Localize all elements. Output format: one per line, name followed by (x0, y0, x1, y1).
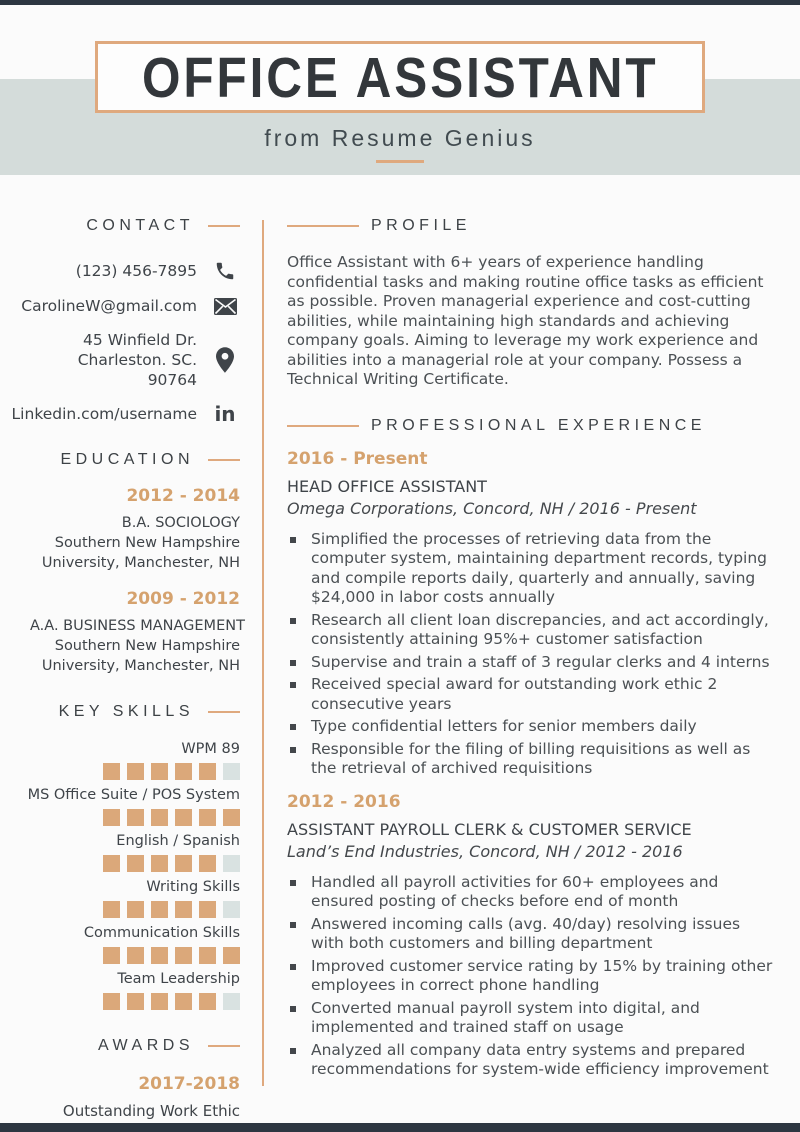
skill-label: Writing Skills (146, 879, 240, 895)
skill-item (8, 740, 240, 780)
heading-dash (287, 425, 359, 427)
award-dates: 2017-2018 (138, 1074, 240, 1094)
skill-label: MS Office Suite / POS System (27, 787, 240, 803)
education-entry (30, 486, 240, 573)
bullet-square-icon (290, 880, 296, 886)
linkedin-url: Linkedin.com/username (11, 405, 197, 423)
skill-item (8, 878, 240, 918)
education-entry (30, 589, 245, 676)
column-divider (262, 220, 264, 1086)
skill-level-bar (8, 993, 240, 1010)
education-list (30, 486, 245, 676)
profile-heading-row (287, 216, 773, 236)
address-line-1: 45 Winfield Dr. (83, 331, 197, 349)
awards-heading: AWARDS (97, 1037, 194, 1054)
sidebar (11, 216, 245, 1132)
skill-level-square-filled (223, 947, 240, 964)
bullet-text: Converted manual payroll system into digital, and implemented and trained staff on usage (311, 998, 700, 1036)
skill-level-bar (8, 855, 240, 872)
skill-level-square-filled (151, 855, 168, 872)
bullet-item (287, 873, 773, 912)
bullet-item (287, 717, 773, 737)
job-company: Land’s End Industries, Concord, NH / 2012 - 2016 (287, 841, 683, 861)
skill-item (8, 786, 240, 826)
contact-section (11, 216, 240, 426)
skill-label: Communication Skills (83, 925, 240, 941)
key-skills-list (8, 740, 240, 1010)
content-columns (0, 200, 800, 1123)
key-skills-heading: KEY SKILLS (58, 703, 194, 720)
heading-dash (208, 459, 240, 461)
bullet-item (287, 653, 773, 673)
skill-level-square-filled (199, 947, 216, 964)
bullet-square-icon (290, 1006, 296, 1012)
linkedin-icon: in (214, 402, 236, 426)
skill-level-square-filled (127, 993, 144, 1010)
skill-level-square-filled (199, 901, 216, 918)
job-bullets (287, 530, 773, 779)
profile-section (287, 216, 773, 390)
skill-level-square-empty (223, 855, 240, 872)
bullet-square-icon (290, 964, 296, 970)
education-degree: A.A. BUSINESS MANAGEMENT (30, 618, 245, 634)
skill-level-bar (8, 809, 240, 826)
skill-level-square-filled (175, 993, 192, 1010)
skill-item (8, 970, 240, 1010)
key-skills-section (27, 702, 240, 1010)
contact-linkedin-row (11, 402, 240, 426)
bullet-square-icon (290, 747, 296, 753)
bullet-text: Supervise and train a staff of 3 regular clerks and 4 interns (311, 652, 770, 671)
contact-email-row (21, 296, 240, 316)
bullet-square-icon (290, 618, 296, 624)
heading-dash (208, 225, 240, 227)
contact-list (11, 260, 240, 426)
email-icon (210, 298, 240, 315)
contact-heading-row (30, 216, 240, 236)
bullet-text: Handled all payroll activities for 60+ employees and ensured posting of checks before end of month (311, 872, 719, 910)
heading-dash (208, 711, 240, 713)
phone-icon (210, 260, 240, 282)
skill-level-square-empty (223, 901, 240, 918)
bullet-item (287, 999, 773, 1038)
email-address: CarolineW@gmail.com (21, 297, 197, 315)
skill-level-square-filled (103, 809, 120, 826)
job-dates: 2016 - Present (287, 448, 428, 469)
bullet-item (287, 530, 773, 608)
bullet-square-icon (290, 682, 296, 688)
job-dates: 2012 - 2016 (287, 791, 401, 812)
skill-level-square-filled (127, 855, 144, 872)
bullet-item (287, 957, 773, 996)
skill-level-square-filled (103, 993, 120, 1010)
education-school: Southern New Hampshire University, Manchester, NH (41, 638, 240, 674)
location-icon (210, 347, 240, 373)
experience-heading: PROFESSIONAL EXPERIENCE (371, 416, 706, 434)
skill-item (8, 832, 240, 872)
skill-item (8, 924, 240, 964)
bullet-text: Research all client loan discrepancies, and act accordingly, consistently attaining 95%+ customer satisfaction (311, 610, 769, 648)
skill-level-square-filled (127, 809, 144, 826)
bullet-square-icon (290, 1048, 296, 1054)
skill-label: English / Spanish (116, 833, 240, 849)
job-entry (287, 792, 773, 1080)
bullet-text: Type confidential letters for senior members daily (311, 717, 697, 735)
skill-level-square-filled (127, 901, 144, 918)
main-column (287, 216, 773, 1083)
bullet-text: Responsible for the filing of billing requisitions as well as the retrieval of archived requisitions (311, 739, 751, 777)
title-box (95, 41, 705, 113)
education-section (30, 450, 245, 676)
skill-level-square-filled (199, 993, 216, 1010)
education-dates: 2012 - 2014 (126, 486, 240, 506)
education-degree: B.A. SOCIOLOGY (121, 515, 240, 531)
contact-address-row (30, 330, 240, 390)
skill-level-square-filled (127, 763, 144, 780)
education-heading-row (30, 450, 240, 470)
street-address (30, 330, 197, 390)
bullet-text: Improved customer service rating by 15% by training other employees in correct phone handling (311, 956, 773, 994)
skill-level-square-filled (103, 763, 120, 780)
experience-section (287, 416, 773, 1080)
skill-level-square-filled (103, 855, 120, 872)
bullet-text: Answered incoming calls (avg. 40/day) resolving issues with both customers and billing department (311, 914, 741, 952)
skill-level-square-filled (199, 763, 216, 780)
address-line-2: Charleston. SC. 90764 (77, 351, 197, 389)
phone-number: (123) 456-7895 (75, 262, 197, 280)
bullet-item (287, 740, 773, 779)
awards-heading-row (30, 1036, 240, 1056)
awards-section (30, 1036, 240, 1132)
award-title: Outstanding Work Ethic (62, 1102, 240, 1120)
bullet-square-icon (290, 724, 296, 730)
bullet-square-icon (290, 660, 296, 666)
skill-level-square-filled (151, 809, 168, 826)
skill-level-square-filled (223, 809, 240, 826)
bullet-item (287, 1041, 773, 1080)
job-bullets (287, 873, 773, 1080)
profile-heading: PROFILE (371, 217, 471, 234)
job-title: HEAD OFFICE ASSISTANT (287, 476, 487, 496)
skill-level-bar (8, 947, 240, 964)
skill-level-square-filled (151, 947, 168, 964)
job-title: ASSISTANT PAYROLL CLERK & CUSTOMER SERVICE (287, 819, 692, 839)
subtitle: from Resume Genius (264, 125, 536, 151)
skill-level-square-filled (175, 947, 192, 964)
skill-level-square-filled (103, 947, 120, 964)
contact-heading: CONTACT (86, 217, 194, 234)
skill-level-bar (8, 901, 240, 918)
skill-level-square-filled (175, 901, 192, 918)
skill-level-square-filled (103, 901, 120, 918)
skill-level-square-filled (151, 993, 168, 1010)
experience-heading-row (287, 416, 773, 436)
contact-phone-row (30, 260, 240, 282)
bullet-text: Received special award for outstanding work ethic 2 consecutive years (311, 675, 718, 713)
bullet-text: Simplified the processes of retrieving data from the computer system, maintaining department records, typing and compile reports daily, quarterly and annually, saving $24,000 in labor costs annually (311, 529, 768, 606)
skill-level-square-empty (223, 763, 240, 780)
skill-level-square-filled (199, 809, 216, 826)
heading-dash (287, 225, 359, 227)
skill-level-bar (8, 763, 240, 780)
profile-text: Office Assistant with 6+ years of experience handling confidential tasks and making routine office tasks as efficient as possible. Proven managerial experience and cost-cutting abilities, while maintaining high standards and achieving company goals. Aiming to leverage my work experience and abilities into a managerial role at your company. Possess a Technical Writing Certificate. (287, 253, 764, 388)
skill-level-square-filled (199, 855, 216, 872)
education-heading: EDUCATION (60, 451, 194, 468)
skill-level-square-filled (175, 763, 192, 780)
skill-level-square-filled (175, 809, 192, 826)
job-company: Omega Corporations, Concord, NH / 2016 - Present (287, 498, 697, 518)
skill-level-square-empty (223, 993, 240, 1010)
education-school: Southern New Hampshire University, Manchester, NH (41, 535, 240, 571)
bullet-square-icon (290, 922, 296, 928)
skill-level-square-filled (151, 901, 168, 918)
page-title: OFFICE ASSISTANT (141, 45, 659, 109)
bullet-item (287, 675, 773, 714)
skill-label: WPM 89 (181, 741, 240, 757)
bullet-text: Analyzed all company data entry systems and prepared recommendations for system-wide efficiency improvement (311, 1040, 769, 1078)
bullet-square-icon (290, 537, 296, 543)
subtitle-underline (376, 160, 424, 163)
education-dates: 2009 - 2012 (126, 589, 240, 609)
key-skills-heading-row (30, 702, 240, 722)
top-accent-bar (0, 0, 800, 5)
bottom-accent-bar (0, 1123, 800, 1132)
skill-label: Team Leadership (117, 971, 240, 987)
bullet-item (287, 915, 773, 954)
bullet-item (287, 611, 773, 650)
heading-dash (208, 1045, 240, 1047)
job-entry (287, 449, 773, 779)
skill-level-square-filled (127, 947, 144, 964)
skill-level-square-filled (175, 855, 192, 872)
skill-level-square-filled (151, 763, 168, 780)
